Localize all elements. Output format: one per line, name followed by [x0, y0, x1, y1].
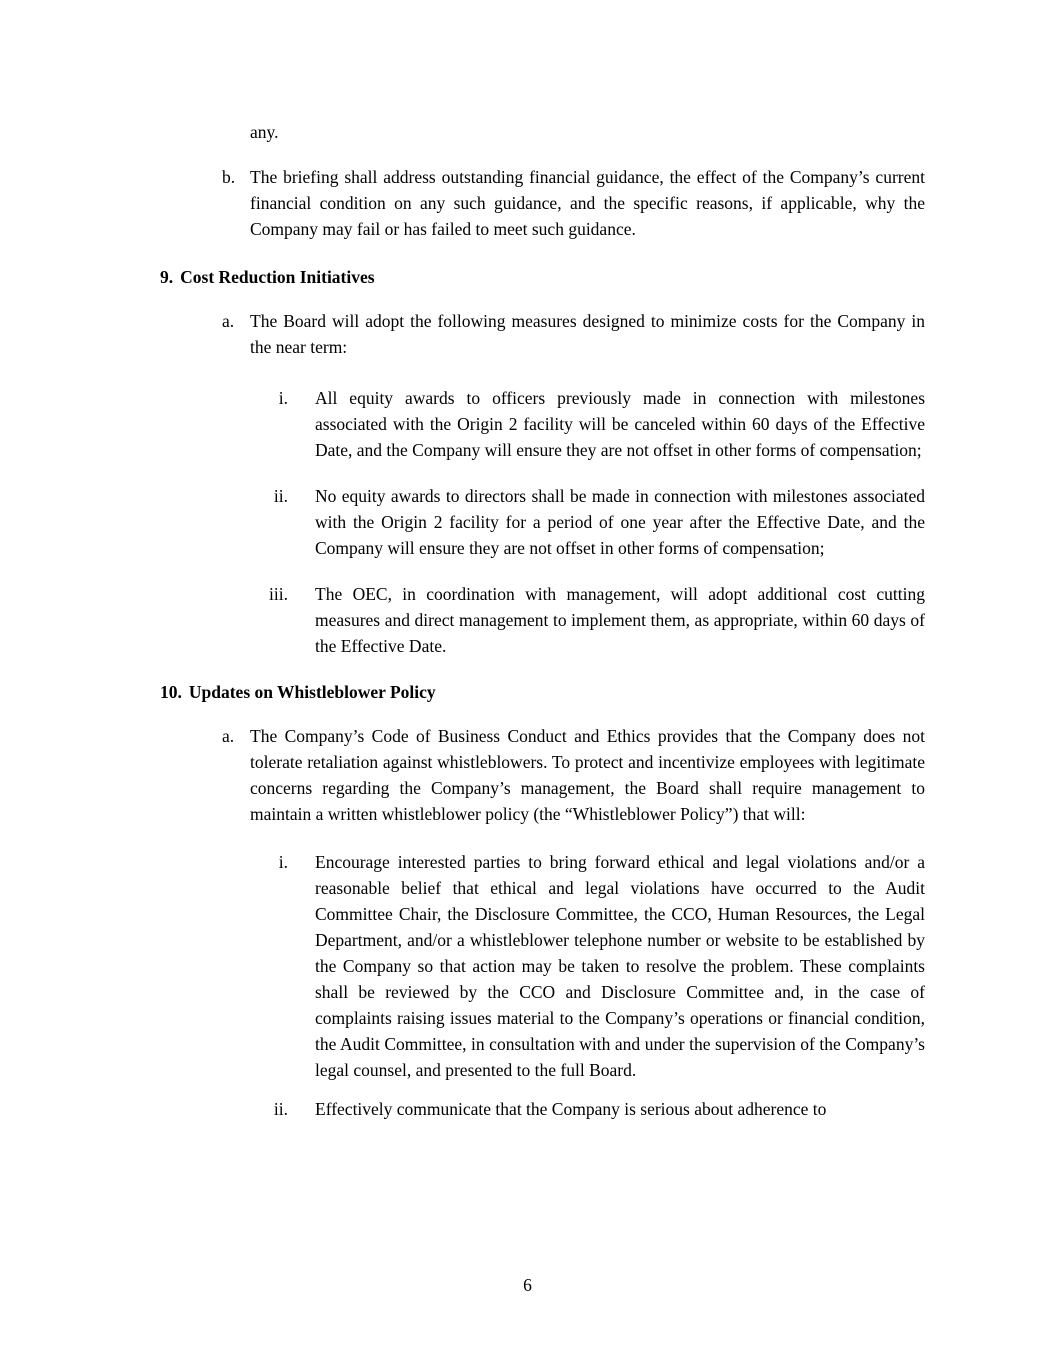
list-item-10a-ii: [250, 1096, 925, 1122]
section-heading-10: [160, 679, 925, 705]
list-item-9a-iii: [250, 581, 925, 659]
list-item-text: Effectively communicate that the Company is serious about adherence to: [315, 1099, 827, 1119]
list-item-label: i.: [278, 852, 288, 872]
list-item-text: The Company’s Code of Business Conduct and Ethics provides that the Company does not tolerate retaliation against whistleblowers. To protect and incentivize employees with legitimate concerns regarding the Company’s management, the Board shall require management to maintain a written whistleblower policy (the “Whistleblower Policy”) that will:: [250, 726, 925, 824]
section-number: 9.: [160, 267, 174, 287]
list-item-9a-i: [250, 385, 925, 463]
list-item-10a: [222, 723, 925, 827]
page-number: 6: [523, 1275, 532, 1295]
list-item-label: a.: [222, 311, 235, 331]
paragraph-continuation: any.: [250, 122, 279, 142]
list-item-text: All equity awards to officers previously made in connection with milestones associated with the Origin 2 facility will be canceled within 60 days of the Effective Date, and the Company will ensure they are not offset in other forms of compensation;: [315, 388, 925, 460]
list-item-text: No equity awards to directors shall be made in connection with milestones associated with the Origin 2 facility for a period of one year after the Effective Date, and the Company will ensure they are not offset in other forms of compensation;: [315, 486, 925, 558]
list-item-b: [222, 164, 925, 242]
list-item-text: Encourage interested parties to bring forward ethical and legal violations and/or a reasonable belief that ethical and legal violations have occurred to the Audit Committee Chair, the Disclosure Committee, the CCO, Human Resources, the Legal Department, and/or a whistleblower telephone number or website to be established by the Company so that action may be taken to resolve the problem. These complaints shall be reviewed by the CCO and Disclosure Committee and, in the case of complaints raising issues material to the Company’s operations or financial condition, the Audit Committee, in consultation with and under the supervision of the Company’s legal counsel, and presented to the full Board.: [315, 852, 925, 1080]
section-heading-9: [160, 264, 925, 290]
list-item-10a-i: [250, 849, 925, 1083]
list-item-9a: [222, 308, 925, 360]
list-item-label: iii.: [269, 584, 288, 604]
list-item-label: i.: [278, 388, 288, 408]
list-item-text: The OEC, in coordination with management, will adopt additional cost cutting measures and direct management to implement them, as appropriate, within 60 days of the Effective Date.: [315, 584, 925, 656]
list-item-label: a.: [222, 726, 235, 746]
list-item-label: ii.: [273, 486, 288, 506]
list-item-9a-ii: [250, 483, 925, 561]
section-title: Updates on Whistleblower Policy: [188, 682, 436, 702]
section-number: 10.: [160, 682, 182, 702]
list-item-label: b.: [222, 167, 236, 187]
list-item-label: ii.: [273, 1099, 288, 1119]
section-title: Cost Reduction Initiatives: [180, 267, 375, 287]
list-item-text: The briefing shall address outstanding financial guidance, the effect of the Company’s current financial condition on any such guidance, and the specific reasons, if applicable, why the Company may fail or has failed to meet such guidance.: [250, 167, 925, 239]
list-item-text: The Board will adopt the following measures designed to minimize costs for the Company in the near term:: [250, 311, 925, 357]
